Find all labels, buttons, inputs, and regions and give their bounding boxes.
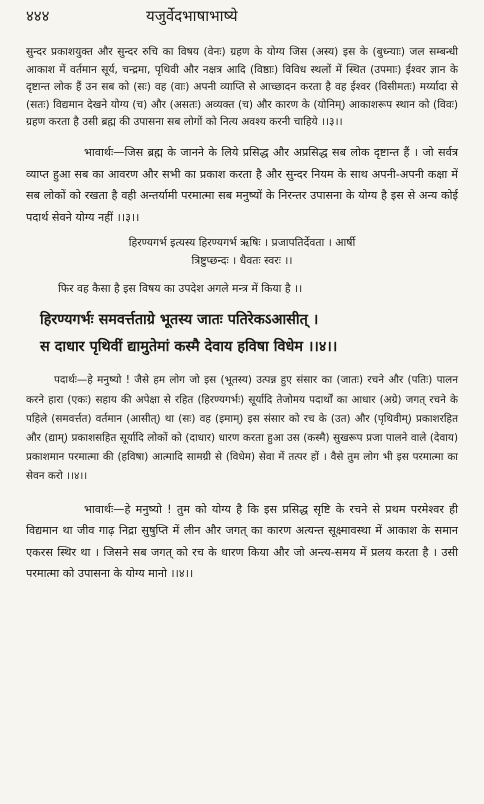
mantra-introduction: फिर वह कैसा है इस विषय का उपदेश अगले मन्त्र में किया है ।। [58, 282, 303, 296]
padarth-paragraph: पदार्थः—हे मनुष्यो ! जैसे हम लोग जो इस (भूतस्य) उत्पन्न हुए संसार का (जातः) रचने और (पतिः) पालन करने हारा (एकः) सहाय की अपेक्षा से रहित (हिरण्यगर्भः) सूर्यादि तेजोमय पदार्थों का आधार (अग्रे) जगत् रचने के पहिले (समवर्त्तत) वर्तमान (आसीत्) था (सः) वह (इमाम्) इस संसार को रच के (उत) और (पृथिवीम्) प्रकाशरहित और (द्याम्) प्रकाशसहित सूर्यादि लोकों को (दाधार) धारण करता हुआ उस (कस्मै) सुखरूप प्रजा पालने वाले (देवाय) प्रकाशमान परमात्मा की (हविषा) आत्मादि सामग्री से (विधेम) सेवा में तत्पर हों । वैसे तुम लोग भी इस परमात्मा का सेवन करो ।।४।। [26, 374, 458, 483]
bhavarth-paragraph-2: भावार्थः—हे मनुष्यो ! तुम को योग्य है कि इस प्रसिद्ध सृष्टि के रचने से प्रथम परमेश्वर ही विद्यमान था जीव गाढ़ निद्रा सुषुप्ति में लीन और जगत् का कारण अत्यन्त सूक्ष्मावस्था में आकाश के समान एकरस स्थिर था । जिसने सब जगत् को रच के धारण किया और जो अन्त्य-समय में प्रलय करता है । उसी परमात्मा को उपासना के योग्य मानो ।।४।। [26, 502, 458, 581]
running-title: यजुर्वेदभाषाभाष्ये [146, 7, 238, 25]
page-number: ४४४ [26, 7, 50, 25]
mantra-metadata: हिरण्यगर्भ इत्यस्य हिरण्यगर्भ ऋषिः । प्रजापतिर्देवता । आर्षी [128, 236, 356, 250]
bhavarth-paragraph: भावार्थः—जिस ब्रह्म के जानने के लिये प्रसिद्ध और अप्रसिद्ध सब लोक दृष्टान्त हैं । जो सर्वत्र व्याप्त हुआ सब का आवरण और सभी का प्रकाश करता है और सुन्दर नियम के साथ अपनी-अपनी कक्षा में सब लोकों को रखता है वही अन्तर्यामी परमात्मा सब मनुष्यों के निरन्तर उपासना के योग्य है इस से अन्य कोई पदार्थ सेवने योग्य नहीं ।।३।। [26, 145, 458, 224]
page-header [26, 6, 458, 30]
mantra-line-2: स दाधार पृथिवीं द्यामुतेमां कस्मै देवाय हविषा विधेम ।।४।। [40, 339, 338, 356]
mantra-metadata-meter: त्रिष्टुप्छन्दः । धैवतः स्वरः ।। [191, 254, 293, 268]
commentary-paragraph: सुन्दर प्रकाशयुक्त और सुन्दर रुचि का विषय (वेनः) ग्रहण के योग्य जिस (अस्य) इस के (बुध्न्याः) जल सम्बन्धी आकाश में वर्तमान सूर्य, चन्द्रमा, पृथिवी और नक्षत्र आदि (विष्ठाः) विविध स्थलों में स्थित (उपमाः) ईश्वर ज्ञान के दृष्टान्त लोक हैं उन सब को (सः) वह (वाः) अपनी व्याप्ति से आच्छादन करता है वह ईश्वर (विसीमतः) मर्य्यादा से (सतः) विद्यमान देखने योग्य (च) और (असतः) अव्यक्त (च) और कारण के (योनिम्) आकाशरूप स्थान को (विवः) ग्रहण करता है उसी ब्रह्म की उपासना सब लोगों को नित्य अवश्य करनी चाहिये ।।३।। [26, 46, 458, 129]
mantra-line-1: हिरण्यगर्भः समवर्त्तताग्रे भूतस्य जातः पतिरेकऽआसीत् । [40, 312, 319, 329]
